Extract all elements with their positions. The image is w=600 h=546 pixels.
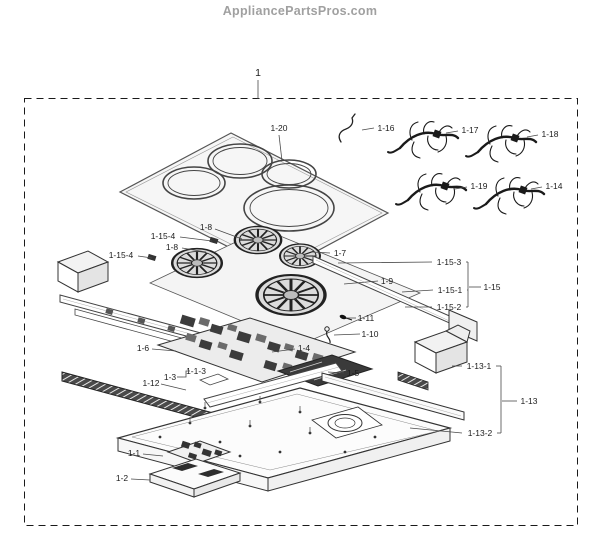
part-label-1-15: 1-15	[483, 282, 501, 292]
part-label-1-7: 1-7	[333, 248, 347, 258]
part-label-1-19: 1-19	[470, 181, 488, 191]
part-label-1-4: 1-4	[297, 343, 311, 353]
part-label-1-5: 1-5	[346, 368, 360, 378]
harness-1-19	[396, 174, 466, 210]
part-label-1-8: 1-8	[165, 242, 179, 252]
leader-line	[334, 334, 360, 335]
part-label-1-14: 1-14	[545, 181, 563, 191]
part-label-1-17: 1-17	[461, 125, 479, 135]
part-label-1-6: 1-6	[136, 343, 150, 353]
part-label-1-1-3: 1-1-3	[186, 366, 206, 376]
part-label-1-13: 1-13	[520, 396, 538, 406]
site-name: AppliancePartsPros.com	[222, 4, 378, 18]
part-label-1-15-2: 1-15-2	[436, 302, 462, 312]
part-label-1-20: 1-20	[270, 123, 288, 133]
coil-large	[257, 275, 325, 315]
part-label-1-15-3: 1-15-3	[436, 257, 462, 267]
leader-line	[531, 187, 542, 189]
left-control-box	[58, 251, 108, 292]
part-label-1: 1	[255, 67, 261, 79]
part-label-1-12: 1-12	[142, 378, 160, 388]
part-label-1-18: 1-18	[541, 129, 559, 139]
part-label-1-13-1: 1-13-1	[466, 361, 492, 371]
part-label-1-16: 1-16	[377, 123, 395, 133]
leader-line	[161, 384, 186, 390]
part-label-1-9: 1-9	[380, 276, 394, 286]
coil-left	[172, 249, 222, 278]
part-label-1-15-4: 1-15-4	[108, 250, 134, 260]
part-label-1-8: 1-8	[199, 222, 213, 232]
coil-top	[235, 226, 281, 253]
hook-part-1-16	[339, 114, 355, 142]
leader-line	[362, 128, 374, 130]
leader-line	[338, 262, 432, 263]
part-label-1-10: 1-10	[361, 329, 379, 339]
right-terminal-box	[398, 325, 470, 390]
part-label-1-13-2: 1-13-2	[467, 428, 493, 438]
harness-1-17	[388, 122, 458, 158]
part-label-1-3: 1-3	[163, 372, 177, 382]
leader-line	[131, 479, 150, 480]
part-label-1-11: 1-11	[357, 313, 375, 323]
part-label-1-15-1: 1-15-1	[437, 285, 463, 295]
part-label-1-1: 1-1	[127, 448, 141, 458]
leader-line	[180, 237, 212, 241]
part-label-1-2: 1-2	[115, 473, 129, 483]
leader-line	[446, 131, 458, 133]
part-label-1-15-4: 1-15-4	[150, 231, 176, 241]
leader-line	[527, 135, 538, 137]
